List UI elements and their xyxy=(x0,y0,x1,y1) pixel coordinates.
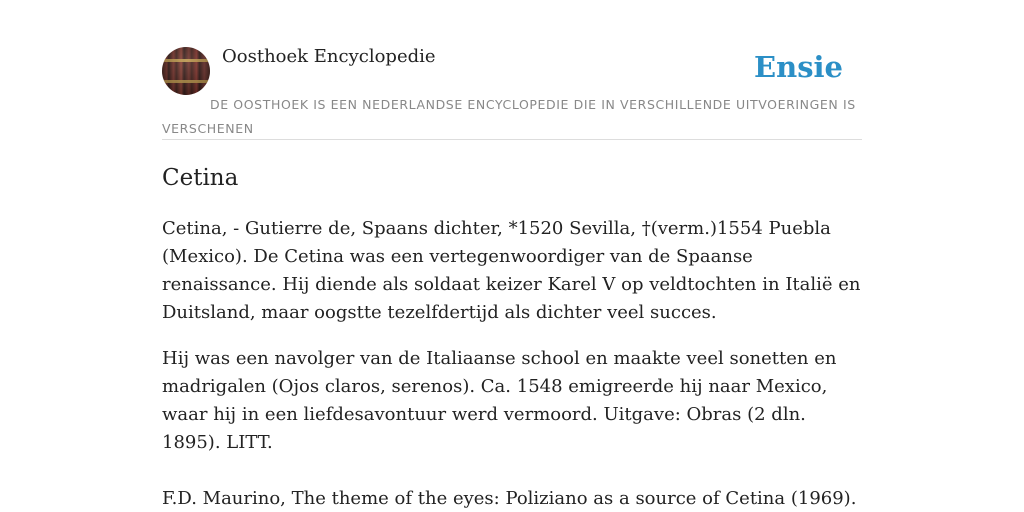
brand-logo-link[interactable]: Ensie xyxy=(754,50,843,84)
article-paragraph: Cetina, - Gutierre de, Spaans dichter, *1520 Sevilla, †(verm.)1554 Puebla (Mexico). De Cetina was een vertegenwoordiger van de Spaanse renaissance. Hij diende als soldaat keizer Karel V op veldtochten in Italië en Duitsland, maar oogstte tezelfdertijd als dichter veel succes. xyxy=(162,218,861,323)
site-header xyxy=(162,44,862,140)
encyclopedia-books-icon[interactable] xyxy=(162,47,210,95)
article xyxy=(162,160,862,512)
article-title: Cetina xyxy=(162,165,239,191)
site-name[interactable]: Oosthoek Encyclopedie xyxy=(222,46,436,67)
site-tagline: DE OOSTHOEK IS EEN NEDERLANDSE ENCYCLOPEDIE DIE IN VERSCHILLENDE UITVOERINGEN IS VERSCHENEN xyxy=(162,97,856,136)
article-paragraph: Hij was een navolger van de Italiaanse school en maakte veel sonetten en madrigalen (Ojos claros, serenos). Ca. 1548 emigreerde hij naar Mexico, waar hij in een liefdesavontuur werd vermoord. Uitgave: Obras (2 dln. 1895). LITT. xyxy=(162,348,837,453)
article-paragraph: F.D. Maurino, The theme of the eyes: Poliziano as a source of Cetina (1969). xyxy=(162,488,857,509)
